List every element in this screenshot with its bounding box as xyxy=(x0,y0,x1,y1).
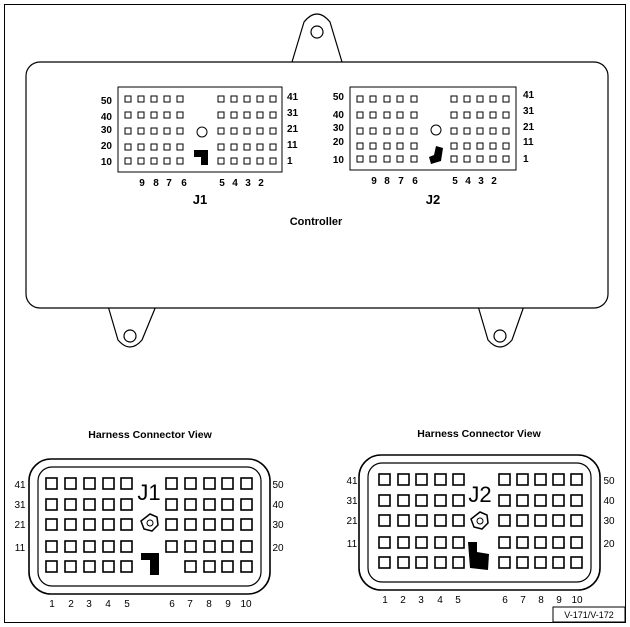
harness-j1-key-hole xyxy=(141,514,158,531)
col-number: 8 xyxy=(153,178,159,189)
col-number: 9 xyxy=(139,178,145,189)
connector-pin xyxy=(222,499,233,510)
row-number: 21 xyxy=(346,516,358,527)
col-number: 7 xyxy=(187,599,193,610)
connector-pin xyxy=(379,557,390,568)
connector-pin xyxy=(185,499,196,510)
connector-pin xyxy=(103,541,114,552)
connector-pin xyxy=(535,537,546,548)
row-number: 30 xyxy=(332,123,344,134)
connector-pin xyxy=(103,519,114,530)
connector-pin xyxy=(241,478,252,489)
connector-pin xyxy=(379,495,390,506)
row-number: 11 xyxy=(14,543,26,554)
col-number: 8 xyxy=(384,176,390,187)
row-number: 20 xyxy=(332,137,344,148)
row-number: 50 xyxy=(603,476,615,487)
connector-pin xyxy=(185,561,196,572)
col-number: 3 xyxy=(418,595,424,606)
connector-pin xyxy=(65,499,76,510)
connector-pin xyxy=(517,557,528,568)
connector-pin xyxy=(46,499,57,510)
connector-pin xyxy=(84,541,95,552)
figure-id: V-171/V-172 xyxy=(564,610,614,620)
row-number: 31 xyxy=(523,106,535,117)
col-number: 7 xyxy=(166,178,172,189)
row-number: 40 xyxy=(603,496,615,507)
harness-j2-key-block xyxy=(468,542,489,570)
connector-pin xyxy=(517,495,528,506)
connector-pin xyxy=(166,541,177,552)
row-number: 40 xyxy=(272,500,284,511)
connector-pin xyxy=(185,478,196,489)
connector-pin xyxy=(416,474,427,485)
col-number: 4 xyxy=(105,599,111,610)
connector-pin xyxy=(535,557,546,568)
connector-pin xyxy=(499,557,510,568)
connector-pin xyxy=(435,557,446,568)
col-number: 10 xyxy=(571,595,583,606)
row-number: 31 xyxy=(346,496,358,507)
connector-pin xyxy=(204,541,215,552)
connector-pin xyxy=(453,537,464,548)
connector-pin xyxy=(84,561,95,572)
connector-pin xyxy=(435,537,446,548)
connector-pin xyxy=(241,541,252,552)
connector-pin xyxy=(453,474,464,485)
connector-pin xyxy=(379,537,390,548)
controller-j2-label: J2 xyxy=(425,192,441,207)
connector-pin xyxy=(499,495,510,506)
col-number: 2 xyxy=(258,178,264,189)
connector-pin xyxy=(499,537,510,548)
connector-pin xyxy=(379,474,390,485)
row-number: 31 xyxy=(287,108,299,119)
col-number: 9 xyxy=(556,595,562,606)
row-number: 20 xyxy=(272,543,284,554)
connector-pin xyxy=(499,474,510,485)
connector-pin xyxy=(46,561,57,572)
harness-j1-key-block xyxy=(141,553,159,575)
col-number: 9 xyxy=(225,599,231,610)
connector-pin xyxy=(241,499,252,510)
row-number: 30 xyxy=(100,125,112,136)
connector-pin xyxy=(65,519,76,530)
harness-j1-label: J1 xyxy=(137,480,161,505)
connector-pin xyxy=(46,541,57,552)
col-number: 8 xyxy=(538,595,544,606)
connector-pin xyxy=(185,519,196,530)
row-number: 30 xyxy=(272,520,284,531)
connector-pin xyxy=(553,474,564,485)
col-number: 4 xyxy=(465,176,471,187)
col-number: 2 xyxy=(400,595,406,606)
row-number: 40 xyxy=(332,110,344,121)
connector-pin xyxy=(46,478,57,489)
row-number: 11 xyxy=(346,539,358,550)
connector-pin xyxy=(571,495,582,506)
col-number: 3 xyxy=(86,599,92,610)
row-number: 11 xyxy=(287,140,298,151)
controller-label: Controller xyxy=(289,216,343,228)
harness-j2-key-hole xyxy=(471,512,488,529)
connector-pin xyxy=(222,478,233,489)
connector-pin xyxy=(453,557,464,568)
row-number: 40 xyxy=(100,112,112,123)
col-number: 5 xyxy=(455,595,461,606)
row-number: 31 xyxy=(14,500,26,511)
connector-pin xyxy=(121,541,132,552)
col-number: 6 xyxy=(181,178,187,189)
connector-pin xyxy=(571,537,582,548)
connector-pin xyxy=(185,541,196,552)
connector-pin xyxy=(121,519,132,530)
row-number: 1 xyxy=(523,154,529,165)
connector-pin xyxy=(65,541,76,552)
row-number: 20 xyxy=(603,539,615,550)
row-number: 41 xyxy=(523,90,535,101)
col-number: 3 xyxy=(245,178,251,189)
connector-pin xyxy=(416,557,427,568)
controller xyxy=(26,14,608,347)
connector-pin xyxy=(416,495,427,506)
connector-pin xyxy=(121,561,132,572)
col-number: 5 xyxy=(219,178,225,189)
connector-pin xyxy=(398,495,409,506)
connector-pin xyxy=(84,519,95,530)
connector-pin xyxy=(103,561,114,572)
col-number: 5 xyxy=(124,599,130,610)
row-number: 50 xyxy=(332,92,344,103)
col-number: 7 xyxy=(520,595,526,606)
row-number: 1 xyxy=(287,156,293,167)
connector-pin xyxy=(535,515,546,526)
connector-pin xyxy=(398,515,409,526)
connector-pin xyxy=(103,478,114,489)
harness-j1 xyxy=(14,429,284,610)
col-number: 9 xyxy=(371,176,377,187)
col-number: 6 xyxy=(412,176,418,187)
connector-pin xyxy=(204,478,215,489)
connector-pin xyxy=(379,515,390,526)
connector-pin xyxy=(453,515,464,526)
col-number: 6 xyxy=(502,595,508,606)
connector-pin xyxy=(416,537,427,548)
connector-pin xyxy=(398,537,409,548)
connector-pin xyxy=(453,495,464,506)
connector-pin xyxy=(121,499,132,510)
harness-j2-label: J2 xyxy=(468,482,492,507)
col-number: 7 xyxy=(398,176,404,187)
col-number: 2 xyxy=(68,599,74,610)
connector-pin xyxy=(166,478,177,489)
connector-pin xyxy=(222,561,233,572)
row-number: 21 xyxy=(14,520,26,531)
col-number: 6 xyxy=(169,599,175,610)
connector-pin xyxy=(46,519,57,530)
connector-pin xyxy=(241,561,252,572)
connector-pin xyxy=(435,474,446,485)
mounting-hole-bottom-right xyxy=(494,330,506,342)
row-number: 41 xyxy=(346,476,358,487)
col-number: 1 xyxy=(49,599,55,610)
col-number: 10 xyxy=(240,599,252,610)
connector-pin xyxy=(553,495,564,506)
row-number: 20 xyxy=(100,141,112,152)
connector-pin xyxy=(241,519,252,530)
harness-j2-key-dot xyxy=(477,518,483,524)
connector-pin xyxy=(121,478,132,489)
col-number: 8 xyxy=(206,599,212,610)
connector-pin xyxy=(166,499,177,510)
mounting-hole-top xyxy=(311,26,323,38)
connector-pin xyxy=(204,519,215,530)
col-number: 2 xyxy=(491,176,497,187)
connector-pin xyxy=(499,515,510,526)
col-number: 3 xyxy=(478,176,484,187)
connector-pin xyxy=(416,515,427,526)
connector-pin xyxy=(166,519,177,530)
connector-pin xyxy=(398,474,409,485)
controller-housing xyxy=(26,62,608,308)
connector-pin xyxy=(553,537,564,548)
connector-pin xyxy=(571,474,582,485)
connector-pin xyxy=(65,561,76,572)
connector-pin xyxy=(517,474,528,485)
controller-j1-label: J1 xyxy=(192,192,208,207)
harness-j1-view-title: Harness Connector View xyxy=(88,429,212,441)
connector-pin xyxy=(103,499,114,510)
connector-pin xyxy=(553,557,564,568)
connector-pin xyxy=(571,557,582,568)
row-number: 10 xyxy=(332,155,344,166)
connector-pin xyxy=(571,515,582,526)
row-number: 50 xyxy=(100,96,112,107)
row-number: 10 xyxy=(100,157,112,168)
row-number: 21 xyxy=(523,122,535,133)
connector-pin xyxy=(222,519,233,530)
row-number: 30 xyxy=(603,516,615,527)
connector-pin xyxy=(517,537,528,548)
connector-pin xyxy=(398,557,409,568)
row-number: 41 xyxy=(14,480,26,491)
connector-pin xyxy=(435,515,446,526)
row-number: 41 xyxy=(287,92,299,103)
connector-pin xyxy=(84,478,95,489)
harness-j1-key-dot xyxy=(147,520,153,526)
connector-pin xyxy=(535,495,546,506)
connector-pin xyxy=(204,561,215,572)
connector-pin xyxy=(553,515,564,526)
harness-j2 xyxy=(346,428,615,606)
connector-pin xyxy=(204,499,215,510)
mounting-hole-bottom-left xyxy=(124,330,136,342)
connector-pin xyxy=(222,541,233,552)
col-number: 4 xyxy=(437,595,443,606)
harness-j2-view-title: Harness Connector View xyxy=(417,428,541,440)
col-number: 1 xyxy=(382,595,388,606)
col-number: 5 xyxy=(452,176,458,187)
row-number: 11 xyxy=(523,137,534,148)
connector-pin xyxy=(65,478,76,489)
row-number: 21 xyxy=(287,124,299,135)
connector-pin xyxy=(84,499,95,510)
connector-pin xyxy=(435,495,446,506)
row-number: 50 xyxy=(272,480,284,491)
connector-pin xyxy=(517,515,528,526)
connector-pin xyxy=(535,474,546,485)
col-number: 4 xyxy=(232,178,238,189)
